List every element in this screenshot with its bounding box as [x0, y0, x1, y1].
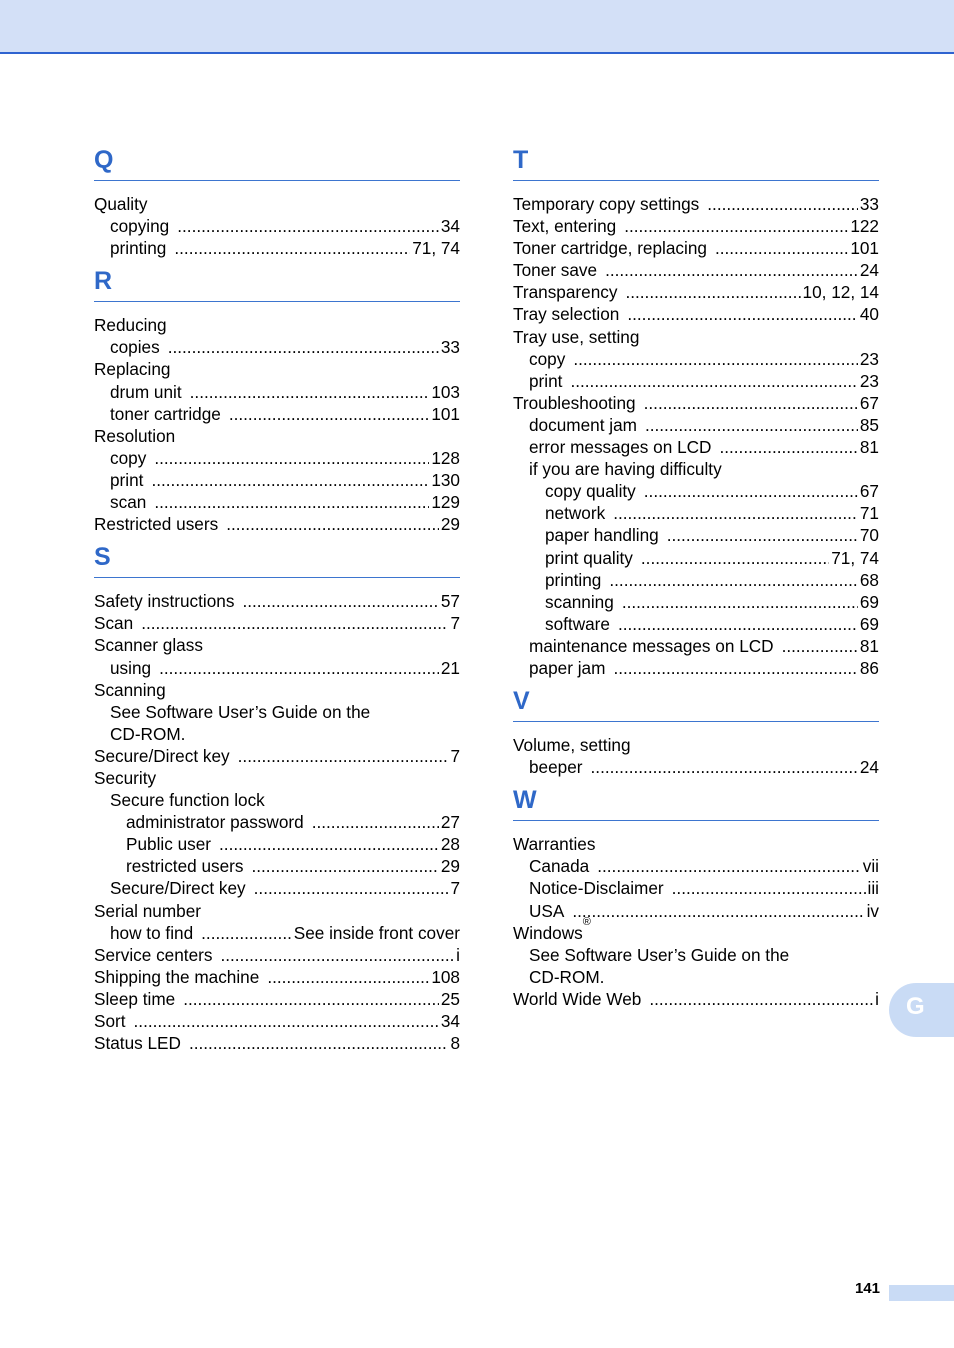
dot-leader: [183, 988, 439, 1010]
entry-term: print: [529, 370, 563, 391]
entry-term: paper jam: [529, 657, 606, 678]
entry-term: Windows: [513, 922, 583, 943]
dot-leader: [238, 745, 449, 767]
entry-term: Temporary copy settings: [513, 194, 700, 214]
dot-leader: [609, 569, 858, 591]
dot-leader: [597, 855, 861, 877]
index-entry: [94, 215, 460, 237]
index-section-r: [94, 261, 460, 535]
entry-page: 21: [440, 657, 460, 678]
entry-term: Tray selection: [513, 304, 620, 325]
index-entry: [94, 1010, 460, 1032]
entry-term: Security: [94, 767, 157, 788]
dot-leader: [624, 215, 848, 237]
entry-page: 33: [440, 337, 460, 358]
entry-page: 101: [431, 403, 460, 424]
dot-leader: [625, 281, 800, 303]
index-entry: [94, 403, 460, 425]
index-entry: [94, 723, 460, 745]
entry-term: Quality: [94, 194, 148, 214]
entry-term: beeper: [529, 757, 583, 778]
entry-term: Secure/Direct key: [110, 878, 246, 899]
dot-leader: [667, 524, 858, 546]
index-entry: [513, 734, 879, 756]
dot-leader: [159, 657, 439, 679]
entry-term: Replacing: [94, 359, 171, 380]
index-entry: [94, 425, 460, 447]
entry-term: software: [545, 613, 610, 634]
entry-page: 130: [431, 469, 460, 490]
index-column-right: [513, 140, 879, 1010]
dot-leader: [707, 193, 858, 215]
dot-leader: [267, 966, 429, 988]
index-entry: [513, 988, 879, 1010]
index-entry: [94, 767, 460, 789]
entry-term: if you are having difficulty: [529, 459, 722, 480]
entry-term: Sleep time: [94, 988, 176, 1009]
registered-mark: ®: [582, 915, 591, 928]
index-entry: [513, 215, 879, 237]
dot-leader: [174, 237, 410, 259]
index-entry: [513, 281, 879, 303]
entry-page: 71, 74: [412, 238, 460, 259]
section-divider: [513, 180, 879, 181]
entry-page: 68: [859, 569, 879, 590]
index-column-left: [94, 140, 460, 1054]
index-entry: [513, 613, 879, 635]
entry-page: 108: [431, 966, 460, 987]
header-bar: [0, 0, 954, 54]
dot-leader: [645, 414, 858, 436]
entry-page: 67: [859, 392, 879, 413]
entry-page: See inside front cover: [293, 922, 460, 943]
section-letter: R: [94, 267, 113, 296]
index-entry: [513, 348, 879, 370]
section-divider: [94, 180, 460, 181]
entry-page: 23: [859, 348, 879, 369]
index-entry: [94, 513, 460, 535]
section-divider: [513, 820, 879, 821]
dot-leader: [622, 591, 858, 613]
dot-leader: [134, 1010, 439, 1032]
entry-page: i: [456, 944, 460, 965]
section-divider: [94, 301, 460, 302]
index-entry: [94, 447, 460, 469]
entry-term: Scanning: [94, 679, 166, 700]
index-entry: [513, 900, 879, 922]
entry-term: toner cartridge: [110, 403, 221, 424]
dot-leader: [627, 303, 858, 325]
dot-leader: [189, 1032, 449, 1054]
index-entry: [513, 414, 879, 436]
index-section-q: [94, 140, 460, 259]
entry-term: copying: [110, 216, 170, 237]
chapter-tab: [889, 983, 954, 1037]
entry-page: 10, 12, 14: [802, 282, 879, 303]
entry-page: 128: [431, 447, 460, 468]
entry-term: copy quality: [545, 481, 636, 502]
entry-term: print quality: [545, 547, 633, 568]
entry-term: Restricted users: [94, 514, 219, 535]
index-entry: [513, 259, 879, 281]
entry-page: 81: [859, 635, 879, 656]
dot-leader: [570, 370, 857, 392]
entry-page: 69: [859, 613, 879, 634]
entry-term: Secure/Direct key: [94, 745, 230, 766]
dot-leader: [201, 922, 292, 944]
index-entry: [513, 944, 879, 966]
dot-leader: [644, 392, 858, 414]
section-letter: W: [513, 786, 537, 815]
entry-page: vii: [862, 856, 879, 877]
index-entry: [513, 370, 879, 392]
dot-leader: [190, 381, 430, 403]
entry-term: Notice-Disclaimer: [529, 878, 664, 899]
entry-page: 101: [850, 238, 879, 259]
dot-leader: [641, 547, 829, 569]
dot-leader: [613, 502, 858, 524]
entry-term: error messages on LCD: [529, 437, 712, 458]
index-entry: [94, 634, 460, 656]
entry-term: Transparency: [513, 282, 618, 303]
entry-term: Canada: [529, 856, 590, 877]
index-entry: [513, 458, 879, 480]
index-entry: [513, 480, 879, 502]
dot-leader: [573, 348, 858, 370]
index-entry: [94, 922, 460, 944]
entry-term: Scan: [94, 613, 134, 634]
entry-term: Toner cartridge, replacing: [513, 238, 707, 259]
entry-term: Scanner glass: [94, 635, 203, 656]
entry-term: CD-ROM.: [110, 723, 186, 744]
entry-page: iii: [867, 878, 879, 899]
entry-page: 24: [859, 260, 879, 281]
entry-page: 33: [859, 194, 879, 214]
entry-term: Sort: [94, 1011, 126, 1031]
index-entry: [513, 756, 879, 778]
section-letter: V: [513, 687, 530, 716]
entry-term: Reducing: [94, 315, 167, 336]
entry-term: Serial number: [94, 900, 201, 921]
index-entry: [513, 657, 879, 679]
entry-term: scan: [110, 492, 147, 513]
dot-leader: [219, 833, 439, 855]
entry-term: See Software User’s Guide on the: [110, 701, 371, 722]
index-entry: [94, 855, 460, 877]
index-entry: [94, 789, 460, 811]
entry-term: restricted users: [126, 856, 244, 877]
entry-page: 122: [850, 216, 879, 237]
entry-page: 27: [440, 812, 460, 833]
entry-term: USA: [529, 900, 565, 921]
index-entry: [513, 569, 879, 591]
entry-page: 29: [440, 856, 460, 877]
index-section-s: [94, 537, 460, 1054]
footer-bar: [889, 1285, 954, 1301]
entry-term: Safety instructions: [94, 591, 235, 612]
entry-term: printing: [110, 238, 167, 259]
dot-leader: [177, 215, 439, 237]
dot-leader: [591, 756, 858, 778]
index-entry: [513, 915, 879, 944]
entry-term: World Wide Web: [513, 988, 642, 1009]
index-entry: [513, 303, 879, 325]
index-entry: [94, 237, 460, 259]
entry-page: 86: [859, 657, 879, 678]
index-entry: [94, 701, 460, 723]
section-letter: Q: [94, 146, 114, 174]
dot-leader: [154, 447, 429, 469]
entry-page: 40: [859, 304, 879, 325]
dot-leader: [251, 855, 438, 877]
dot-leader: [168, 336, 439, 358]
entry-term: Warranties: [513, 834, 596, 855]
entry-page: 29: [440, 514, 460, 535]
index-entry: [94, 314, 460, 336]
index-entry: [513, 635, 879, 657]
entry-term: paper handling: [545, 525, 659, 546]
index-entry: [94, 469, 460, 491]
index-entry: [94, 900, 460, 922]
index-entry: [94, 944, 460, 966]
dot-leader: [605, 259, 858, 281]
dot-leader: [242, 590, 438, 612]
entry-page: 28: [440, 834, 460, 855]
entry-term: Status LED: [94, 1033, 181, 1054]
dot-leader: [141, 612, 448, 634]
entry-page: 25: [440, 988, 460, 1009]
entry-term: Toner save: [513, 260, 598, 281]
page-number: 141: [854, 1280, 880, 1297]
index-entry: [94, 877, 460, 899]
entry-page: 81: [859, 437, 879, 458]
section-letter: S: [94, 543, 111, 572]
index-entry: [94, 590, 460, 612]
index-entry: [513, 502, 879, 524]
section-divider: [94, 577, 460, 578]
index-entry: [513, 833, 879, 855]
dot-leader: [226, 513, 439, 535]
entry-page: 69: [859, 591, 879, 612]
entry-term: See Software User’s Guide on the: [529, 944, 790, 965]
entry-term: copies: [110, 337, 160, 358]
entry-term: maintenance messages on LCD: [529, 635, 774, 656]
index-entry: [94, 612, 460, 634]
entry-term: copy: [529, 348, 566, 369]
entry-page: 71, 74: [831, 547, 879, 568]
entry-page: 34: [440, 1011, 460, 1031]
entry-term: Resolution: [94, 425, 176, 446]
index-entry: [94, 336, 460, 358]
index-section-v: [513, 681, 879, 778]
entry-term: CD-ROM.: [529, 966, 605, 987]
index-entry: [513, 237, 879, 259]
entry-page: 85: [859, 414, 879, 435]
entry-page: 7: [450, 745, 460, 766]
dot-leader: [782, 635, 858, 657]
entry-page: 129: [431, 492, 460, 513]
entry-term: network: [545, 503, 606, 524]
entry-term: drum unit: [110, 381, 182, 402]
entry-page: 7: [450, 878, 460, 899]
chapter-tab-label: G: [906, 993, 925, 1020]
entry-page: 71: [859, 503, 879, 524]
dot-leader: [644, 480, 858, 502]
entry-page: 103: [431, 381, 460, 402]
entry-term: how to find: [110, 922, 194, 943]
dot-leader: [312, 811, 439, 833]
index-entry: [94, 966, 460, 988]
index-entry: [513, 436, 879, 458]
index-entry: [94, 811, 460, 833]
index-entry: [94, 381, 460, 403]
dot-leader: [618, 613, 858, 635]
section-letter: T: [513, 146, 529, 174]
index-entry: [94, 358, 460, 380]
index-entry: [94, 491, 460, 513]
index-entry: [513, 524, 879, 546]
entry-term: printing: [545, 569, 602, 590]
index-section-t: [513, 140, 879, 679]
dot-leader: [613, 657, 857, 679]
index-entry: [94, 679, 460, 701]
section-divider: [513, 721, 879, 722]
index-entry: [513, 326, 879, 348]
index-entry: [94, 833, 460, 855]
index-section-w: [513, 780, 879, 1010]
dot-leader: [649, 988, 873, 1010]
entry-term: document jam: [529, 414, 637, 435]
entry-term: Text, entering: [513, 216, 617, 237]
entry-page: 7: [450, 613, 460, 634]
index-entry: [94, 745, 460, 767]
entry-term: Shipping the machine: [94, 966, 260, 987]
dot-leader: [151, 469, 429, 491]
entry-term: administrator password: [126, 812, 304, 833]
entry-page: iv: [866, 900, 879, 921]
entry-page: 34: [440, 216, 460, 237]
entry-page: 24: [859, 757, 879, 778]
dot-leader: [715, 237, 848, 259]
entry-page: 67: [859, 481, 879, 502]
entry-term: print: [110, 469, 144, 490]
index-entry: [513, 591, 879, 613]
entry-term: copy: [110, 447, 147, 468]
dot-leader: [672, 877, 866, 899]
dot-leader: [220, 944, 454, 966]
dot-leader: [572, 900, 864, 922]
index-entry: [513, 392, 879, 414]
dot-leader: [154, 491, 429, 513]
entry-page: 8: [450, 1033, 460, 1054]
index-entry: [513, 877, 879, 899]
entry-page: 23: [859, 370, 879, 391]
dot-leader: [254, 877, 449, 899]
dot-leader: [719, 436, 857, 458]
index-entry: [513, 966, 879, 988]
entry-page: i: [875, 988, 879, 1009]
entry-term: Secure function lock: [110, 790, 265, 811]
index-entry: [94, 1032, 460, 1054]
index-entry: [513, 855, 879, 877]
entry-page: 57: [440, 591, 460, 612]
entry-term: Public user: [126, 834, 212, 855]
index-entry: [94, 657, 460, 679]
index-entry: [513, 547, 879, 569]
dot-leader: [229, 403, 429, 425]
entry-page: 70: [859, 525, 879, 546]
index-entry: [94, 193, 460, 215]
entry-term: Troubleshooting: [513, 392, 636, 413]
entry-term: using: [110, 657, 152, 678]
entry-term: Tray use, setting: [513, 326, 640, 347]
entry-term: scanning: [545, 591, 614, 612]
index-entry: [513, 193, 879, 215]
entry-term: Service centers: [94, 944, 213, 965]
index-entry: [94, 988, 460, 1010]
entry-term: Volume, setting: [513, 735, 631, 756]
